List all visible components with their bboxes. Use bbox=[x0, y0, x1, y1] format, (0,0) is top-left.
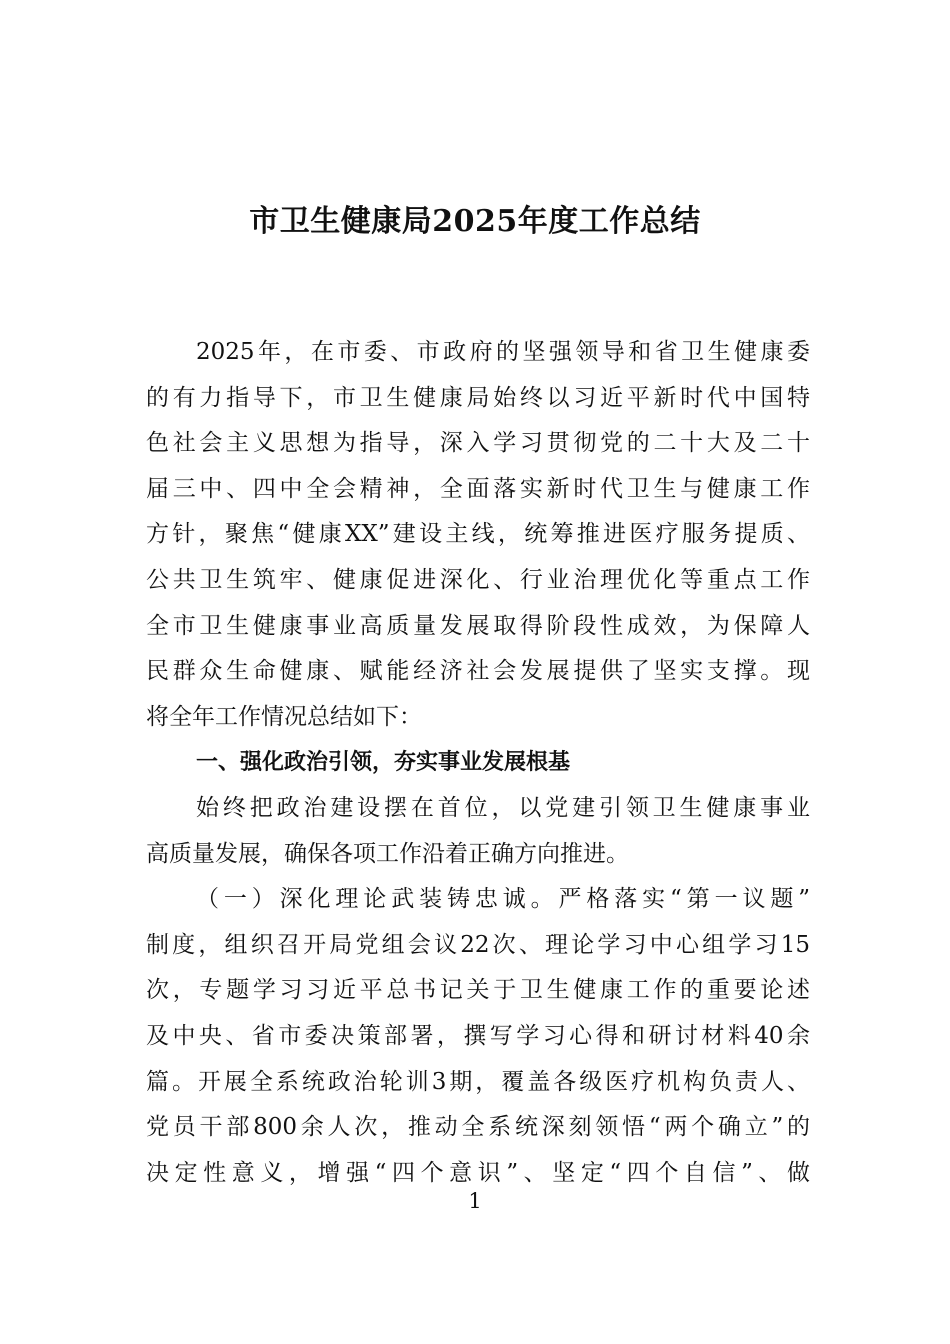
subsection-line: （一）深化理论武装铸忠诚。严格落实“第一议题” bbox=[196, 886, 810, 913]
paragraph-line: 决定性意义，增强“四个意识”、坚定“四个自信”、做 bbox=[146, 1159, 810, 1186]
paragraph-line: 篇。开展全系统政治轮训3期，覆盖各级医疗机构负责人、 bbox=[146, 1068, 810, 1095]
paragraph-line: 届三中、四中全会精神，全面落实新时代卫生与健康工作 bbox=[146, 475, 810, 502]
paragraph-line: 高质量发展，确保各项工作沿着正确方向推进。 bbox=[146, 840, 629, 867]
paragraph-line: 民群众生命健康、赋能经济社会发展提供了坚实支撑。现 bbox=[146, 658, 810, 685]
paragraph-line: 将全年工作情况总结如下： bbox=[146, 703, 422, 730]
document-title: 市卫生健康局2025年度工作总结 bbox=[249, 204, 701, 239]
paragraph-line: 2025年，在市委、市政府的坚强领导和省卫生健康委 bbox=[196, 339, 810, 365]
paragraph-line: 的有力指导下，市卫生健康局始终以习近平新时代中国特 bbox=[146, 384, 810, 411]
paragraph-line: 色社会主义思想为指导，深入学习贯彻党的二十大及二十 bbox=[146, 430, 810, 457]
paragraph-line: 全市卫生健康事业高质量发展取得阶段性成效，为保障人 bbox=[146, 612, 810, 639]
paragraph-line: 方针，聚焦“健康XX”建设主线，统筹推进医疗服务提质、 bbox=[146, 521, 810, 548]
paragraph-line: 党员干部800余人次，推动全系统深刻领悟“两个确立”的 bbox=[146, 1114, 810, 1141]
paragraph-line: 始终把政治建设摆在首位，以党建引领卫生健康事业 bbox=[196, 794, 810, 821]
section-heading: 一、强化政治引领，夯实事业发展根基 bbox=[196, 750, 571, 776]
paragraph-line: 公共卫生筑牢、健康促进深化、行业治理优化等重点工作 bbox=[146, 566, 810, 593]
document-body bbox=[146, 330, 810, 1196]
page-number: 1 bbox=[468, 1189, 482, 1213]
paragraph-line: 制度，组织召开局党组会议22次、理论学习中心组学习15 bbox=[146, 931, 810, 958]
paragraph-line: 及中央、省市委决策部署，撰写学习心得和研讨材料40余 bbox=[146, 1022, 810, 1049]
paragraph-line: 次，专题学习习近平总书记关于卫生健康工作的重要论述 bbox=[146, 977, 810, 1004]
